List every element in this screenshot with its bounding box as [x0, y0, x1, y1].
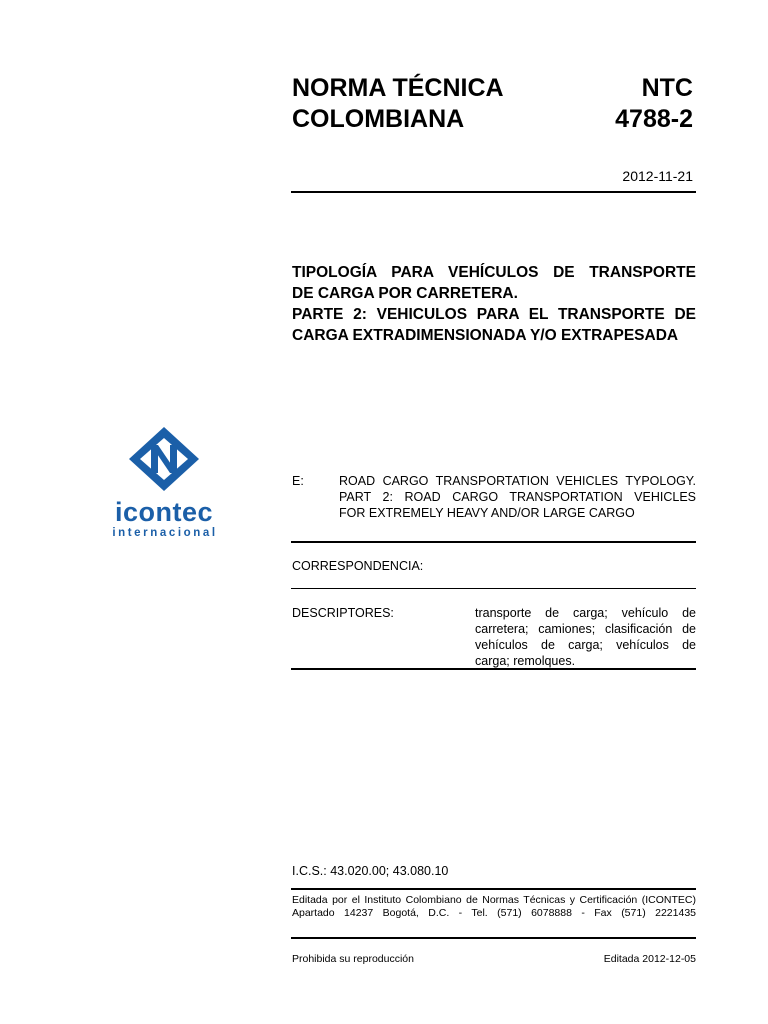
english-divider — [291, 541, 696, 543]
ics-code: I.C.S.: 43.020.00; 43.080.10 — [292, 864, 449, 878]
ics-divider — [291, 888, 696, 890]
footer-reproduction-notice: Prohibida su reproducción — [292, 953, 414, 965]
norma-title-line2: COLOMBIANA — [292, 105, 465, 133]
editor-divider — [291, 937, 696, 939]
descriptores-line3: vehículos de carga; vehículos de — [475, 638, 696, 652]
icontec-logo — [104, 424, 224, 540]
document-title — [292, 262, 696, 346]
english-label: E: — [292, 474, 304, 488]
english-line1: ROAD CARGO TRANSPORTATION VEHICLES TYPOLOGY. — [339, 474, 696, 488]
icontec-logo-mark — [104, 424, 224, 494]
header-divider — [291, 191, 696, 193]
editor-line2: Apartado 14237 Bogotá, D.C. - Tel. (571) 6078888 - Fax (571) 2221435 — [292, 907, 696, 919]
correspondencia-divider — [291, 588, 696, 589]
descriptores-values — [475, 605, 696, 669]
logo-name: icontec — [114, 497, 214, 527]
descriptores-label: DESCRIPTORES: — [292, 606, 394, 620]
correspondencia-label: CORRESPONDENCIA: — [292, 559, 424, 573]
ntc-code-line1: NTC — [641, 74, 693, 102]
title-line2: DE CARGA POR CARRETERA. — [292, 285, 518, 302]
publication-date: 2012-11-21 — [622, 168, 693, 184]
ntc-code-line2: 4788-2 — [615, 105, 693, 133]
english-title — [339, 473, 696, 521]
english-line2: PART 2: ROAD CARGO TRANSPORTATION VEHICLES — [339, 490, 696, 504]
english-line3: FOR EXTREMELY HEAVY AND/OR LARGE CARGO — [339, 506, 635, 520]
title-line3: PARTE 2: VEHICULOS PARA EL TRANSPORTE DE — [292, 306, 696, 323]
descriptores-divider — [291, 668, 696, 670]
ntc-code — [615, 73, 693, 135]
footer-edition-date: Editada 2012-12-05 — [603, 953, 696, 965]
title-line4: CARGA EXTRADIMENSIONADA Y/O EXTRAPESADA — [292, 327, 679, 344]
editor-info — [292, 894, 696, 920]
descriptores-line4: carga; remolques. — [475, 654, 576, 668]
logo-tagline: internacional — [112, 527, 218, 539]
title-line1: TIPOLOGÍA PARA VEHÍCULOS DE TRANSPORTE — [292, 264, 696, 281]
descriptores-line2: carretera; camiones; clasificación de — [475, 622, 696, 636]
descriptores-line1: transporte de carga; vehículo de — [475, 606, 696, 620]
norma-title-line1: NORMA TÉCNICA — [292, 74, 504, 102]
norma-title — [292, 73, 504, 135]
editor-line1: Editada por el Instituto Colombiano de Normas Técnicas y Certificación (ICONTEC) — [292, 894, 696, 906]
